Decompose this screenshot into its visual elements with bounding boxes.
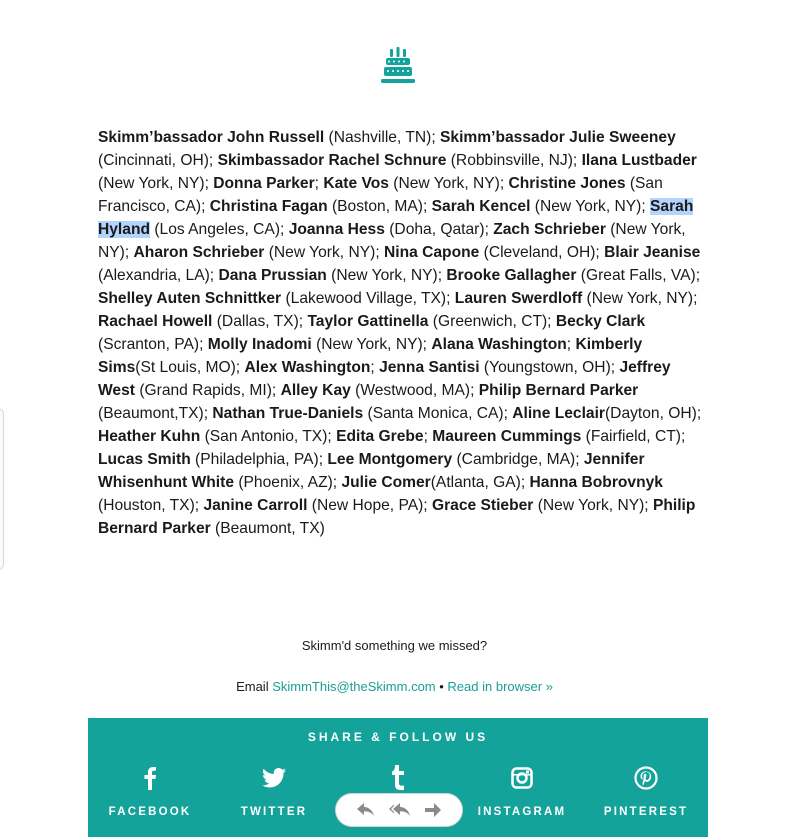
birthday-name: Jenna Santisi	[379, 359, 480, 376]
birthday-location: (New York, NY);	[98, 175, 214, 192]
birthday-name: Philip Bernard Parker	[478, 382, 639, 399]
birthday-location: (San Antonio, TX);	[200, 428, 337, 445]
birthday-name: Maureen Cummings	[432, 428, 582, 445]
instagram-label: INSTAGRAM	[477, 806, 567, 818]
birthday-name: Christine Jones	[508, 175, 626, 192]
birthday-name: Aharon Schrieber	[133, 244, 265, 261]
birthday-location: (Cincinnati, OH);	[98, 152, 218, 169]
twitter-icon	[212, 764, 336, 792]
facebook-icon	[88, 764, 212, 792]
birthday-name: Philip Bernard Parker	[98, 497, 696, 537]
birthday-name: Skimm’bassador Julie Sweeney	[440, 129, 676, 146]
birthday-location: (San Francisco, CA);	[98, 175, 663, 215]
birthday-name: Donna Parker	[213, 175, 315, 192]
birthday-location: (New York, NY);	[311, 336, 432, 353]
birthday-name: Brooke Gallagher	[446, 267, 577, 284]
birthday-location: (Great Falls, VA);	[576, 267, 701, 284]
birthday-name: Aline Leclair	[512, 405, 605, 422]
email-line	[0, 679, 789, 694]
birthday-name: Nina Capone	[383, 244, 480, 261]
birthday-name: Zach Schrieber	[493, 221, 606, 238]
side-panel-edge	[0, 408, 4, 570]
forward-icon	[425, 803, 441, 817]
birthday-name: Joanna Hess	[288, 221, 385, 238]
birthday-name: Shelley Auten Schnittker	[98, 290, 282, 307]
tumblr-icon	[336, 764, 460, 792]
birthday-name: Julie Comer	[341, 474, 431, 491]
birthday-name: Taylor Gattinella	[307, 313, 429, 330]
birthday-location: (New York, NY);	[582, 290, 698, 307]
birthday-name: Sarah Kencel	[431, 198, 531, 215]
reply-all-button[interactable]	[389, 803, 411, 817]
birthday-location: (New York, NY);	[264, 244, 384, 261]
birthday-name: Ilana Lustbader	[581, 152, 697, 169]
birthday-location: (Fairfield, CT);	[581, 428, 686, 445]
birthday-location: (New York, NY);	[533, 497, 653, 514]
birthday-location: (Santa Monica, CA);	[363, 405, 513, 422]
birthday-location: (St Louis, MO);	[135, 359, 245, 376]
footer-title: SHARE & FOLLOW US	[307, 730, 489, 744]
birthday-name: Alana Washington	[431, 336, 567, 353]
birthday-name: Edita Grebe	[336, 428, 424, 445]
birthday-location: ;	[314, 175, 324, 192]
birthday-location: (Beaumont, TX)	[210, 520, 325, 537]
birthday-name: Grace Stieber	[431, 497, 534, 514]
birthday-location: (Philadelphia, PA);	[190, 451, 328, 468]
birthday-location: (Youngstown, OH);	[479, 359, 620, 376]
birthday-location: ;	[423, 428, 433, 445]
email-prefix: Email	[236, 679, 273, 694]
birthday-name: Sarah Hyland	[98, 198, 694, 238]
birthday-location: (Cambridge, MA);	[452, 451, 584, 468]
birthday-name: Lauren Swerdloff	[454, 290, 583, 307]
birthday-list	[98, 126, 703, 540]
twitter-label: TWITTER	[240, 806, 308, 818]
birthday-name: Molly Inadomi	[207, 336, 312, 353]
birthday-location: (New York, NY);	[388, 175, 509, 192]
birthday-name: Jeffrey West	[98, 359, 671, 399]
birthday-name: Skimm’bassador John Russell	[98, 129, 325, 146]
birthday-location: (Greenwich, CT);	[428, 313, 556, 330]
missed-prompt: Skimm'd something we missed?	[301, 638, 488, 653]
birthday-location: (Boston, MA);	[327, 198, 432, 215]
birthday-name: Becky Clark	[555, 313, 646, 330]
birthday-location: (New York, NY);	[326, 267, 447, 284]
read-in-browser-link[interactable]: Read in browser »	[447, 679, 553, 694]
birthday-location: (New Hope, PA);	[307, 497, 432, 514]
birthday-location: (Dallas, TX);	[212, 313, 308, 330]
birthday-location: (Grand Rapids, MI);	[134, 382, 281, 399]
email-link[interactable]: SkimmThis@theSkimm.com	[272, 679, 436, 694]
birthday-name: Dana Prussian	[218, 267, 327, 284]
reply-icon	[357, 803, 375, 817]
birthday-name: Janine Carroll	[203, 497, 308, 514]
birthday-location: (Westwood, MA);	[350, 382, 479, 399]
birthday-location: (Cleveland, OH);	[479, 244, 605, 261]
birthday-name: Kate Vos	[323, 175, 389, 192]
birthday-name: Alex Washington	[244, 359, 371, 376]
birthday-location: ;	[370, 359, 380, 376]
birthday-location: (Phoenix, AZ);	[234, 474, 342, 491]
pinterest-link[interactable]	[584, 764, 708, 818]
birthday-location: (Alexandria, LA);	[98, 267, 219, 284]
birthday-location: (Beaumont,TX);	[98, 405, 213, 422]
birthday-name: Jennifer Whisenhunt White	[98, 451, 645, 491]
birthday-name: Lucas Smith	[98, 451, 191, 468]
birthday-name: Kimberly Sims	[98, 336, 643, 376]
message-nav-toolbar	[335, 793, 463, 827]
birthday-name: Skimbassador Rachel Schnure	[217, 152, 447, 169]
twitter-link[interactable]	[212, 764, 336, 818]
birthday-location: (Robbinsville, NJ);	[446, 152, 582, 169]
birthday-location: (Dayton, OH);	[604, 405, 702, 422]
birthday-location: (Nashville, TN);	[324, 129, 441, 146]
birthday-name: Christina Fagan	[209, 198, 328, 215]
birthday-name: Alley Kay	[280, 382, 351, 399]
birthday-name: Hanna Bobrovnyk	[529, 474, 663, 491]
birthday-location: ;	[566, 336, 576, 353]
forward-button[interactable]	[425, 803, 441, 817]
birthday-location: (Doha, Qatar);	[384, 221, 494, 238]
birthday-location: (Los Angeles, CA);	[150, 221, 289, 238]
birthday-location: (Houston, TX);	[98, 497, 204, 514]
facebook-link[interactable]	[88, 764, 212, 818]
birthday-location: (New York, NY);	[98, 221, 686, 261]
birthday-name: Blair Jeanise	[604, 244, 701, 261]
birthday-name: Rachael Howell	[98, 313, 213, 330]
facebook-label: FACEBOOK	[108, 806, 192, 818]
birthday-name: Heather Kuhn	[98, 428, 201, 445]
birthday-cake-icon	[381, 46, 415, 86]
instagram-icon	[460, 764, 584, 792]
birthday-location: (New York, NY);	[530, 198, 651, 215]
separator: •	[435, 679, 448, 694]
pinterest-icon	[584, 764, 708, 792]
instagram-link[interactable]	[460, 764, 584, 818]
birthday-location: (Scranton, PA);	[98, 336, 208, 353]
reply-button[interactable]	[357, 803, 375, 817]
birthday-location: (Lakewood Village, TX);	[281, 290, 455, 307]
pinterest-label: PINTEREST	[603, 806, 689, 818]
reply-all-icon	[389, 803, 411, 817]
birthday-location: (Atlanta, GA);	[430, 474, 530, 491]
birthday-name: Lee Montgomery	[327, 451, 453, 468]
birthday-name: Nathan True-Daniels	[212, 405, 364, 422]
